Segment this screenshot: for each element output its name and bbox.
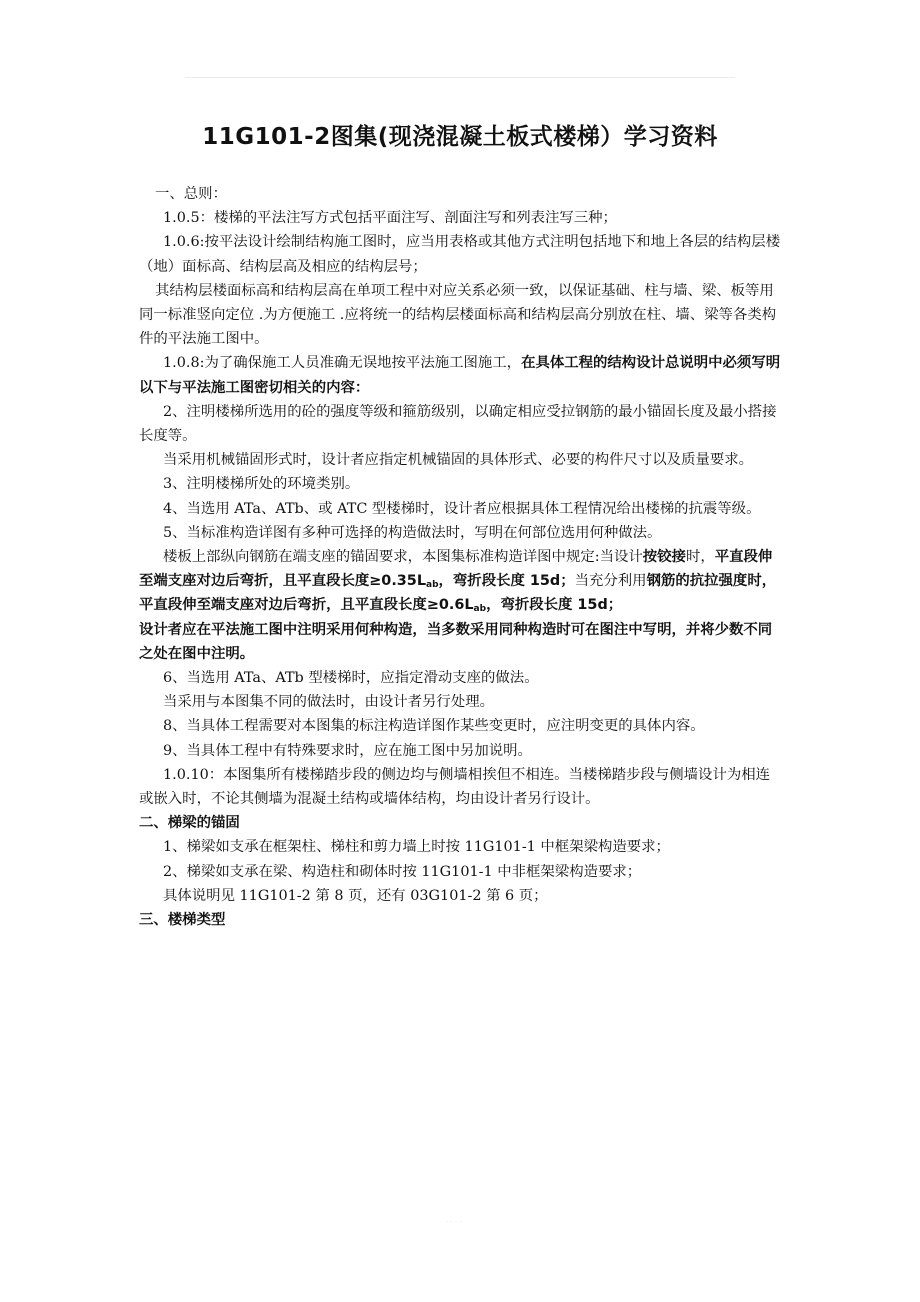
item-2: 2、注明楼梯所选用的砼的强度等级和箍筋级别，以确定相应受拉钢筋的最小锚固长度及最小搭接长度等。 [139, 403, 777, 445]
document-title: 11G101-2图集(现浇混凝土板式楼梯）学习资料 [202, 124, 718, 150]
item-6: 6、当选用 ATa、ATb 型楼梯时，应指定滑动支座的做法。 [163, 670, 539, 687]
item-9: 9、当具体工程中有特殊要求时，应在施工图中另加说明。 [163, 742, 532, 759]
paragraph-1-0-6-cont: 其结构层楼面标高和结构层高在单项工程中对应关系必须一致，以保证基础、柱与墙、梁、板等用同一标准竖向定位 .为方便施工 .应将统一的结构层楼面标高和结构层高分别放在柱、墙、梁等各类构件的平法施工图中。 [139, 282, 777, 348]
paragraph-1-0-5: 1.0.5：楼梯的平法注写方式包括平面注写、剖面注写和列表注写三种； [163, 210, 617, 227]
item-3: 3、注明楼梯所处的环境类别。 [163, 476, 360, 493]
paragraph-1-0-8 [139, 351, 784, 399]
beam-item-2: 2、梯梁如支承在梁、构造柱和砌体时按 11G101-1 中非框架梁构造要求； [163, 863, 642, 880]
item-2-cont: 当采用机械锚固形式时，设计者应指定机械锚固的具体形式、必要的构件尺寸以及质量要求。 [163, 452, 754, 469]
beam-note: 具体说明见 11G101-2 第 8 页，还有 03G101-2 第 6 页； [163, 887, 548, 904]
anchorage-sub-2: ab [473, 604, 487, 615]
anchorage-rule-2-bend: ，弯折段长度 15d； [486, 597, 623, 614]
section-heading-general: 一、总则： [155, 186, 227, 202]
anchorage-rule-1: 平直段伸至端支座对边后弯折，且平直段长度≥0.35L [139, 549, 773, 590]
item-6-cont: 当采用与本图集不同的做法时，由设计者另行处理。 [163, 694, 494, 711]
beam-item-1: 1、梯梁如支承在框架柱、梯柱和剪力墙上时按 11G101-1 中框架梁构造要求； [163, 839, 670, 856]
header-rule [185, 77, 735, 78]
document-body [139, 182, 784, 932]
paragraph-1-0-10: 1.0.10：本图集所有楼梯踏步段的侧边均与侧墙相挨但不相连。当楼梯踏步段与侧墙设计为相连或嵌入时，不论其侧墙为混凝土结构或墙体结构，均由设计者另行设计。 [139, 766, 771, 808]
anchorage-sub-1: ab [426, 580, 439, 591]
anchorage-tensile: 钢筋的抗拉强度 [646, 573, 748, 590]
item-5: 5、当标准构造详图有多种可选择的构造做法时，写明在何部位选用何种做法。 [163, 524, 662, 541]
anchorage-rule-2: 时，平直段伸至端支座对边后弯折，且平直段长度≥0.6L [139, 573, 777, 614]
designer-note: 设计者应在平法施工图中注明采用何种构造，当多数采用同种构造时可在图注中写明，并将少数不同之处在图中注明。 [139, 621, 773, 662]
item-4: 4、当选用 ATa、ATb、或 ATC 型楼梯时，设计者应根据具体工程情况给出楼梯的抗震等级。 [163, 500, 761, 517]
paragraph-1-0-8-bold: 在具体工程的结构设计总说明中必须写明以下与平法施工图密切相关的内容： [139, 355, 781, 396]
anchorage-intro: 楼板上部纵向钢筋在端支座的锚固要求，本图集标准构造详图中规定:当设计 [163, 549, 643, 566]
anchorage-when: 时， [685, 549, 715, 566]
anchorage-rule-1-bend: ，弯折段长度 15d； [438, 573, 575, 590]
section-heading-beam-anchorage: 二、梯梁的锚固 [139, 815, 240, 832]
anchorage-paragraph [139, 545, 784, 618]
item-8: 8、当具体工程需要对本图集的标注构造详图作某些变更时，应注明变更的具体内容。 [163, 718, 705, 735]
paragraph-1-0-6: 1.0.6:按平法设计绘制结构施工图时，应当用表格或其他方式注明包括地下和地上各层的结构层楼（地）面标高、结构层高及相应的结构层号； [139, 234, 781, 275]
anchorage-full-use: 当充分利用 [574, 573, 647, 590]
paragraph-1-0-8-intro: 1.0.8:为了确保施工人员准确无误地按平法施工图施工， [163, 355, 522, 372]
section-heading-stair-types: 三、楼梯类型 [139, 912, 226, 929]
anchorage-hinged: 按铰接 [642, 549, 686, 566]
footer-watermark: · · · · [446, 1218, 462, 1226]
